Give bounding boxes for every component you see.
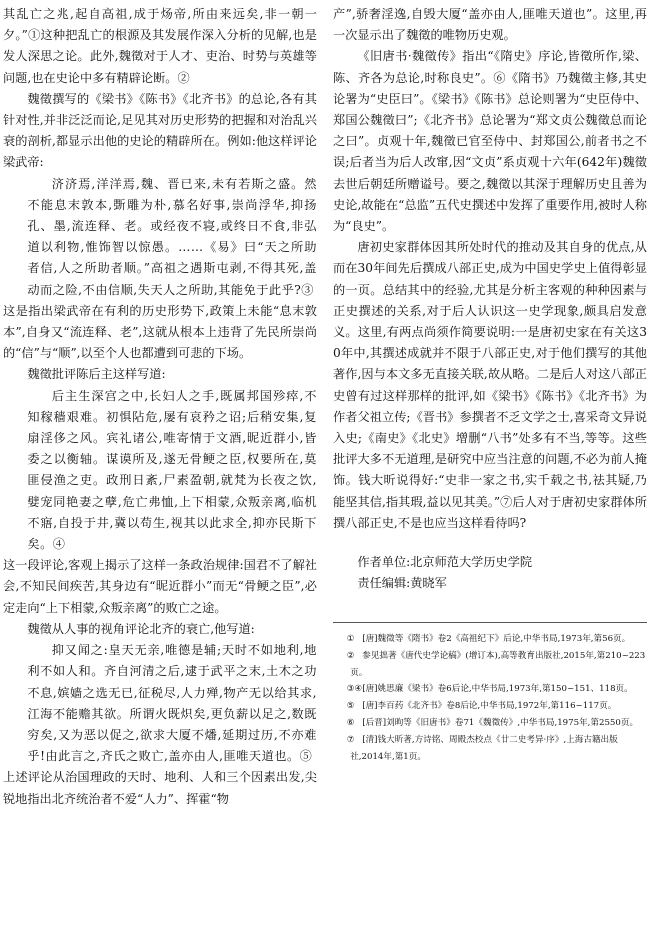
footnote-text: [唐]姚思廉《梁书》卷6后论,中华书局,1973年,第150~151、118页。 — [362, 684, 633, 695]
paragraph: 魏徵从人事的视角评论北齐的衰亡,他写道: — [27, 621, 255, 636]
footnote — [333, 681, 647, 698]
author-byline — [333, 552, 647, 594]
footnote-number: ⑥ — [346, 718, 355, 729]
footnote-text: [唐]李百药《北齐书》卷8后论,中华书局,1972年,第116~117页。 — [362, 701, 617, 712]
paragraph: 上述评论从治国理政的天时、地利、人和三个因素出发,尖锐地指出北齐统治者不爱“人力”、挥霍“物 — [3, 770, 317, 806]
paragraph: 这一段评论,客观上揭示了这样一条政治规律:国君不了解社会,不知民间疾苦,其身边有“昵近群小”而无“骨鲠之臣”,必定走向“上下相蒙,众叛亲离”的败亡之途。 — [3, 558, 317, 615]
paragraph: 《旧唐书·魏徵传》指出“《隋史》序论,皆徵所作,梁、陈、齐各为总论,时称良史”。⑥《隋书》乃魏徵主修,其史论署为“史臣曰”。《梁书》《陈书》总论则署为“史臣侍中、郑国公魏徵曰”;《北齐书》总论署为“郑文贞公魏徵总而论之曰”。贞观十年,魏徵已官至侍中、封郑国公,前者书之不误;后者当为后人改窜,因“文贞”系贞观十六年(642年)魏徵去世后朝廷所赠谥号。要之,魏徵以其深于理解历史且善为史论,故能在“总监”五代史撰述中发挥了重要作用,被时人称为“良史”。 — [333, 49, 647, 234]
footnote-number: ⑤ — [346, 701, 355, 712]
author-unit: 作者单位:北京师范大学历史学院 — [357, 555, 533, 570]
footnote-number: ② — [346, 650, 355, 661]
footnote-number: ① — [346, 634, 355, 645]
left-column — [3, 4, 317, 810]
footnote-text: [唐]魏徵等《隋书》卷2《高祖纪下》后论,中华书局,1973年,第56页。 — [362, 634, 631, 645]
paragraph: 唐初史家群体因其所处时代的推动及其自身的优点,从而在30年间先后撰成八部正史,成为中国史学史上值得彰显的一页。总结其中的经验,尤其是分析主客观的种种因素与正史撰述的关系,对于后人认识这一史学现象,颇具启发意义。这里,有两点尚须作简要说明:一是唐初史家在有关这30年中,其撰述成就并不限于八部正史,对于他们撰写的其他著作,因与本文多无直接关联,故从略。二是后人对这八部正史曾有过这样那样的批评,如《梁书》《陈书》《北齐书》为作者父祖立传;《晋书》参撰者不乏文学之士,喜采奇文异说入史;《南史》《北史》增删“八书”处多有不当,等等。这些批评大多不无道理,是研究中应当注意的问题,不必为前人掩饰。钱大昕说得好:“史非一家之书,实千载之书,祛其疑,乃能坚其信,指其瑕,益以见其美。”⑦后人对于唐初史家群体所撰八部正史,不是也应当这样看待吗? — [333, 240, 647, 530]
block-quote: 济济焉,洋洋焉,魏、晋已来,未有若斯之盛。然不能息末敦本,斲雕为朴,慕名好事,崇尚浮华,抑扬孔、墨,流连释、老。或经夜不寝,或终日不食,非弘道以利物,惟饰智以惊愚。……《易》曰“天之所助者信,人之所助者顺。”高祖之遇斯屯剥,不得其死,盖动而之险,不由信顺,失天人之所助,其能免于此乎?③ — [27, 176, 317, 297]
paragraph: 魏徵撰写的《梁书》《陈书》《北齐书》的总论,各有其针对性,并非泛泛而论,足见其对历史形势的把握和对治乱兴衰的剖析,都显示出他的史论的精辟所在。例如:他这样评论梁武帝: — [3, 91, 317, 170]
block-quote: 抑又闻之:皇天无亲,唯德是辅;天时不如地利,地利不如人和。齐自河清之后,逮于武平之末,土木之功不息,嫔嫱之选无已,征税尽,人力殚,物产无以给其求,江海不能赡其欲。所谓火既炽矣,更负薪以足之,数既穷矣,又为恶以促之,欲求大厦不燔,延期过历,不亦难乎!由此言之,齐氏之败亡,盖亦由人,匪唯天道也。⑤ — [27, 643, 317, 764]
right-column — [333, 4, 647, 765]
footnotes — [333, 622, 647, 765]
footnote — [333, 631, 647, 648]
paragraph: 其乱亡之兆,起自高祖,成于炀帝,所由来远矣,非一朝一夕。”①这种把乱亡的根源及其发展作深入分析的见解,也是发人深思之论。此外,魏徵对于人才、吏治、时势与英雄等问题,也在史论中多有精辟论断。② — [3, 7, 317, 85]
footnote-number: ⑦ — [346, 734, 355, 745]
footnote — [333, 648, 647, 682]
paragraph: 产”,骄奢淫逸,自毁大厦“盖亦由人,匪唯天道也”。这里,再一次显示出了魏徵的唯物历史观。 — [333, 7, 647, 43]
responsible-editor: 责任编辑:黄晓军 — [357, 576, 447, 591]
footnote — [333, 732, 647, 766]
footnote-text: 参见拙著《唐代史学论稿》(增订本),高等教育出版社,2015年,第210~223页。 — [350, 650, 646, 678]
footnote-text: [后晋]刘昫等《旧唐书》卷71《魏徵传》,中华书局,1975年,第2550页。 — [362, 718, 639, 729]
footnote-number: ③④ — [346, 684, 363, 695]
footnote — [333, 698, 647, 715]
paragraph: 魏徵批评陈后主这样写道: — [27, 367, 166, 382]
footnote — [333, 715, 647, 732]
block-quote: 后主生深宫之中,长妇人之手,既属邦国殄瘁,不知稼穑艰难。初惧阽危,屡有哀矜之诏;后稍安集,复扇淫侈之风。宾礼诸公,唯寄情于文酒,昵近群小,皆委之以衡轴。谋谟所及,遂无骨鲠之臣,权要所在,莫匪侵渔之吏。政刑日紊,尸素盈朝,就梵为长夜之饮,嬖宠同艳妻之孽,危亡弗恤,上下相蒙,众叛亲离,临机不寤,自投于井,冀以苟生,视其以此求全,抑亦民斯下矣。④ — [27, 388, 317, 552]
paragraph: 这是指出梁武帝在有利的历史形势下,政策上未能“息末敦本”,自身又“流连释、老”,这就从根本上违背了先民所崇尚的“信”与“顺”,以至个人也都遭到可悲的下场。 — [3, 303, 317, 361]
footnote-text: [清]钱大昕著,方诗铭、周殿杰校点《廿二史考异·序》,上海古籍出版社,2014年,第1页。 — [350, 734, 618, 762]
